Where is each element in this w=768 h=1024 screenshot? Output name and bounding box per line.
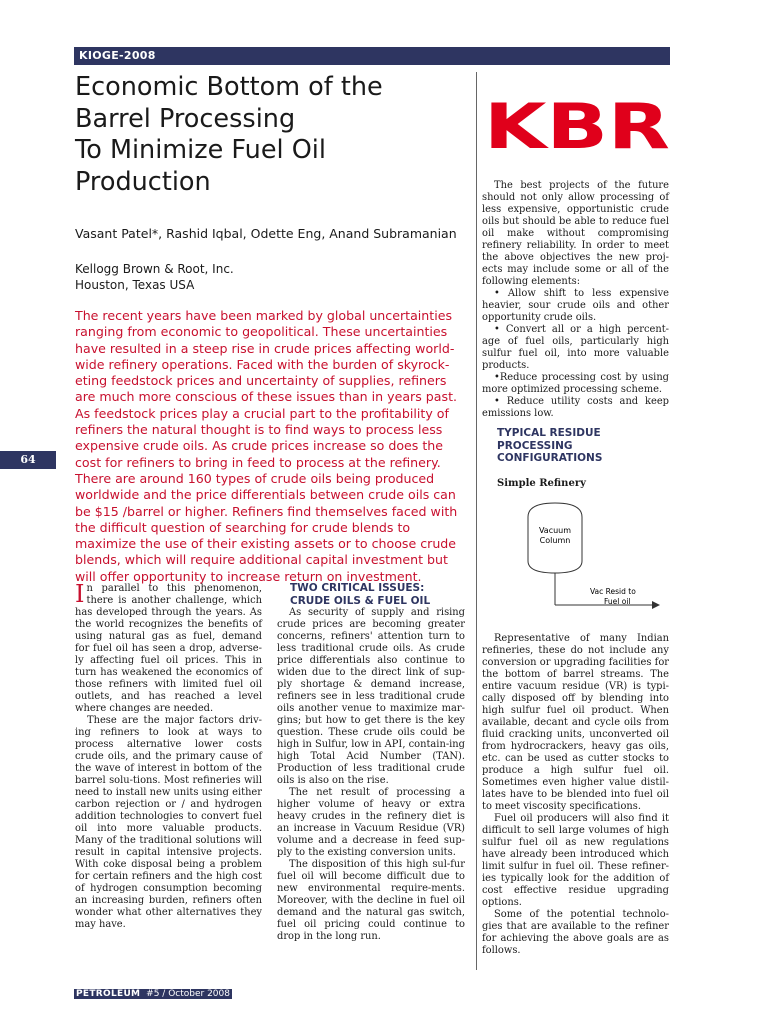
page-footer bbox=[74, 989, 232, 1000]
paragraph: n parallel to this phenomenon, there is another challenge, which has developed through the years. As the world recognizes the benefits of using natural gas as fuel, demand for fuel oil has seen a drop, adverse-ly affecting fuel oil prices. This in turn has weakened the economics of those refiners with limited fuel oil outlets, and has reached a level where changes are needed. bbox=[75, 583, 262, 714]
stream-label-line: Fuel oil bbox=[604, 597, 631, 606]
paragraph: As security of supply and rising crude prices are becoming greater concerns, refiners' attention turn to less traditional crude oils. As crude price differentials also continue to widen due to the direct link of sup-ply shortage & demand increase, refiners see in less traditional crude oils another venue to maximize mar-gins; but how to get there is the key question. These crude oils could be high in Sulfur, low in API, contain-ing high Total Acid Number (TAN). Production of less traditional crude oils is also on the rise. bbox=[277, 607, 465, 786]
footer-brand: PETROLEUM bbox=[76, 989, 141, 999]
body-column-1 bbox=[75, 580, 262, 931]
paragraph: Fuel oil producers will also find it difficult to sell large volumes of high sulfur fuel oil as new regulations have already been introduced which limit sulfur in fuel oil. These refiner-ies typically look for the addition of cost effective residue upgrading options. bbox=[482, 813, 669, 908]
heading-line: TYPICAL RESIDUE bbox=[497, 427, 601, 439]
kbr-logo bbox=[484, 98, 670, 150]
title-line: Production bbox=[75, 166, 211, 197]
paragraph: The net result of processing a higher volume of heavy or extra heavy crudes in the refinery diet is an increase in Vacuum Residue (VR) volume and a decrease in feed sup-ply to the existing conversion units. bbox=[277, 787, 465, 858]
author-affiliation bbox=[75, 261, 234, 293]
flow-arrow-icon bbox=[652, 601, 660, 609]
paragraph: These are the major factors driv-ing refiners to look at ways to process alternative lower costs crude oils, and the primary cause of the wave of interest in bottom of the barrel solu-tions. Most refineries will need to install new units using either carbon rejection or / and hydrogen addition technologies to convert fuel oil into more valuable products. Many of the traditional solutions will result in capital intensive projects. With coke disposal being a problem for certain refiners and the high cost of hydrogen consumption becoming an increasing burden, refiners often wonder what other alternatives they may have. bbox=[75, 715, 262, 930]
objectives-list bbox=[482, 288, 669, 420]
article-title bbox=[75, 72, 475, 198]
stream-label-line: Vac Resid to bbox=[590, 587, 636, 596]
body-column-3-top bbox=[482, 180, 669, 420]
paragraph: Some of the potential technolo-gies that are available to the refiner for achieving the above goals are as follows. bbox=[482, 909, 669, 956]
company-name: Kellogg Brown & Root, Inc. bbox=[75, 262, 234, 276]
column-divider bbox=[476, 72, 477, 970]
list-item: • Reduce utility costs and keep emissions low. bbox=[482, 396, 669, 419]
article-authors: Vasant Patel*, Rashid Iqbal, Odette Eng, Anand Subramanian bbox=[75, 226, 457, 241]
simple-refinery-diagram bbox=[500, 495, 670, 625]
page-number-tab: 64 bbox=[0, 451, 56, 469]
title-line: Economic Bottom of the bbox=[75, 72, 383, 102]
footer-issue: #5 / October 2008 bbox=[143, 989, 230, 999]
heading-line: CONFIGURATIONS bbox=[497, 452, 603, 464]
title-line: To Minimize Fuel Oil bbox=[75, 135, 326, 165]
list-item: • Allow shift to less expensive heavier, sour crude oils and other opportunity crude oils. bbox=[482, 288, 669, 323]
section-heading-residue-configurations bbox=[497, 427, 672, 465]
list-item: •Reduce processing cost by using more optimized processing scheme. bbox=[482, 372, 669, 395]
article-abstract: The recent years have been marked by global uncertainties ranging from economic to geopolitical. These uncertainties have resulted in a steep rise in crude prices affecting world-wide refinery operations. Faced with the burden of skyrock-eting feedstock prices and uncertainty of supplies, refiners are much more conscious of these issues than in years past. As feedstock prices play a crucial part to the profitability of refiners the natural thought is to find ways to process less expensive crude oils. As crude prices increase so does the cost for refiners to bring in feed to process at the refinery. There are around 160 types of crude oils being produced worldwide and the price differentials between crude oils can be $15 /barrel or higher. Refiners find themselves faced with the difficult question of searching for crude blends to maximize the use of their existing assets or to choose crude blends, which will require additional capital investment but will offer opportunity to increase return on investment. bbox=[75, 308, 458, 584]
figure-subheading: Simple Refinery bbox=[497, 478, 586, 489]
company-location: Houston, Texas USA bbox=[75, 278, 195, 292]
kbr-logo-text: KBR bbox=[484, 98, 670, 150]
section-heading-critical-issues bbox=[290, 582, 470, 607]
heading-line: CRUDE OILS & FUEL OIL bbox=[290, 594, 431, 607]
paragraph: The disposition of this high sul-fur fuel oil will become difficult due to new environmental require-ments. Moreover, with the decline in fuel oil demand and the natural gas switch, fuel oil pricing could continue to drop in the long run. bbox=[277, 859, 465, 942]
vessel-label-line: Vacuum bbox=[538, 526, 572, 535]
drop-cap: I bbox=[75, 580, 85, 608]
paragraph: Representative of many Indian refineries, these do not include any conversion or upgrading facilities for the bottom of barrel streams. The entire vacuum residue (VR) is typi-cally disposed off by blending into high sulfur fuel oil product. When available, decant and cycle oils from fluid cracking units, unconverted oil from hydrocrackers, heavy gas oils, etc. can be used as cutter stocks to produce a high sulfur fuel oil. Sometimes even higher value distil-lates have to be blended into fuel oil to meet viscosity specifications. bbox=[482, 633, 669, 812]
body-column-3-bottom bbox=[482, 633, 669, 957]
title-line: Barrel Processing bbox=[75, 103, 296, 134]
vessel-label-line: Column bbox=[539, 536, 571, 545]
journal-header-bar bbox=[74, 47, 670, 65]
paragraph: The best projects of the future should not only allow processing of less expensive, opportunistic crude oils but should be able to reduce fuel oil make without compromising refinery reliability. In order to meet the above objectives the new proj-ects may include some or all of the following elements: bbox=[482, 180, 669, 287]
heading-line: PROCESSING bbox=[497, 439, 573, 452]
heading-line: TWO CRITICAL ISSUES: bbox=[290, 582, 425, 594]
body-column-2 bbox=[277, 607, 465, 943]
list-item: • Convert all or a high percent-age of fuel oils, particularly high sulfur fuel oil, into more valuable products. bbox=[482, 324, 669, 371]
journal-header-label: KIOGE-2008 bbox=[79, 49, 156, 62]
